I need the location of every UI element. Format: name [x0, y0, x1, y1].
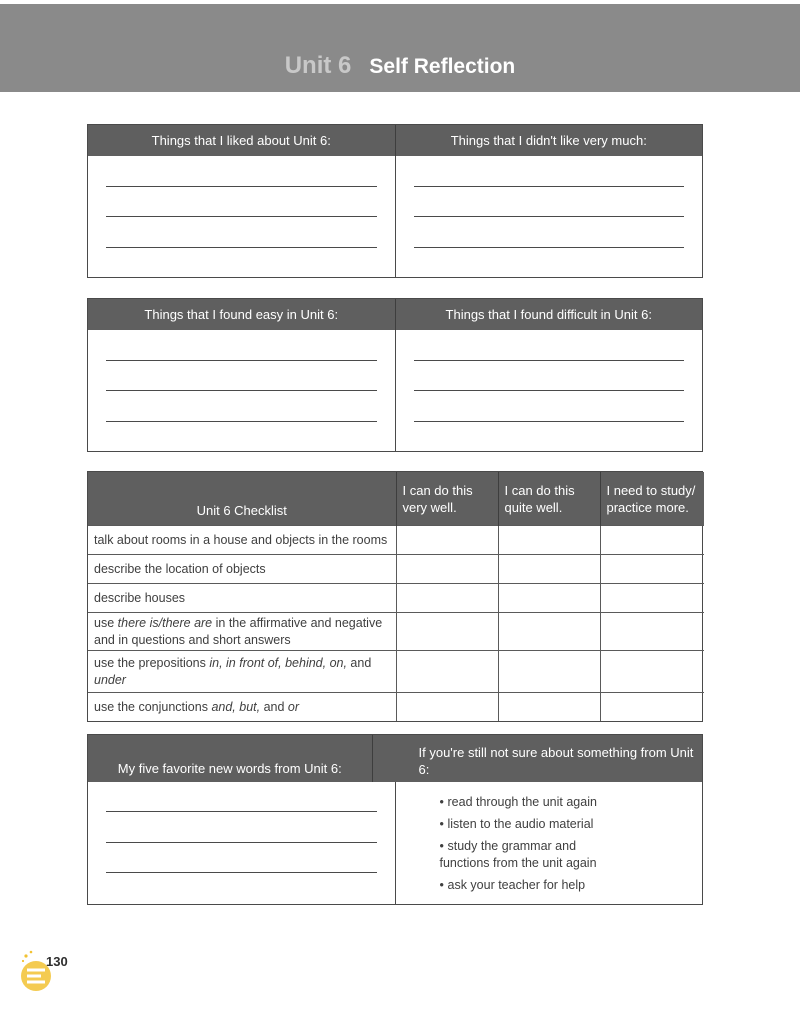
- column-very-well: I can do this very well.: [396, 472, 498, 526]
- answer-line[interactable]: [106, 390, 377, 391]
- page-title: Self Reflection: [369, 55, 516, 78]
- liked-heading: Things that I liked about Unit 6:: [151, 133, 331, 148]
- answer-line[interactable]: [414, 390, 685, 391]
- unit-label: Unit 6: [284, 52, 352, 79]
- table-row: [88, 693, 704, 722]
- answer-line[interactable]: [414, 186, 685, 187]
- study-tips-area: [395, 782, 703, 904]
- tip-text: ask your teacher for help: [447, 878, 586, 892]
- answer-line[interactable]: [106, 247, 377, 248]
- table-row: [88, 584, 704, 613]
- tip-text: study the grammar and functions from the unit again: [439, 839, 597, 870]
- check-cell[interactable]: [396, 651, 498, 693]
- check-cell[interactable]: [498, 555, 600, 584]
- disliked-heading: Things that I didn't like very much:: [395, 125, 703, 156]
- liked-disliked-header: [88, 125, 702, 156]
- check-cell[interactable]: [600, 651, 704, 693]
- list-item: • study the grammar and functions from the unit again: [439, 839, 597, 870]
- list-item: • ask your teacher for help: [439, 878, 586, 892]
- skill-label: use there is/there are in the affirmative and negative and in questions and short answers: [88, 613, 396, 651]
- table-row: [88, 526, 704, 555]
- table-row: [88, 613, 704, 651]
- check-cell[interactable]: [600, 555, 704, 584]
- favorite-words-box: [87, 734, 703, 905]
- check-cell[interactable]: [600, 526, 704, 555]
- check-cell[interactable]: [498, 613, 600, 651]
- column-quite-well: I can do this quite well.: [498, 472, 600, 526]
- skill-label: talk about rooms in a house and objects in the rooms: [88, 526, 396, 555]
- table-row: [88, 555, 704, 584]
- answer-line[interactable]: [414, 247, 685, 248]
- disliked-answer-area[interactable]: [395, 156, 703, 277]
- favorite-words-heading: My five favorite new words from Unit 6:: [117, 761, 342, 776]
- skill-label: use the prepositions in, in front of, behind, on, and under: [88, 651, 396, 693]
- check-cell[interactable]: [396, 584, 498, 613]
- check-cell[interactable]: [498, 693, 600, 722]
- answer-line[interactable]: [414, 216, 685, 217]
- answer-line[interactable]: [106, 811, 377, 812]
- not-sure-heading: If you're still not sure about something from Unit 6:: [372, 735, 703, 782]
- check-cell[interactable]: [396, 693, 498, 722]
- liked-disliked-box: [87, 124, 703, 278]
- answer-line[interactable]: [106, 842, 377, 843]
- check-cell[interactable]: [600, 693, 704, 722]
- easy-answer-area[interactable]: [88, 330, 395, 451]
- column-study-more: I need to study/ practice more.: [600, 472, 704, 526]
- easy-difficult-header: [88, 299, 702, 330]
- check-cell[interactable]: [396, 526, 498, 555]
- check-cell[interactable]: [498, 526, 600, 555]
- answer-line[interactable]: [106, 360, 377, 361]
- difficult-answer-area[interactable]: [395, 330, 703, 451]
- check-cell[interactable]: [396, 555, 498, 584]
- checklist-table: [88, 472, 704, 721]
- difficult-heading: Things that I found difficult in Unit 6:: [395, 299, 703, 330]
- title-banner: [0, 4, 800, 92]
- check-cell[interactable]: [498, 651, 600, 693]
- skill-label: use the conjunctions and, but, and or: [88, 693, 396, 722]
- answer-line[interactable]: [414, 360, 685, 361]
- easy-heading: Things that I found easy in Unit 6:: [144, 307, 339, 322]
- answer-line[interactable]: [106, 186, 377, 187]
- unit-checklist: [87, 471, 703, 722]
- skill-label: describe the location of objects: [88, 555, 396, 584]
- answer-line[interactable]: [106, 421, 377, 422]
- study-tips-list: [440, 794, 630, 899]
- checklist-title: Unit 6 Checklist: [88, 472, 396, 526]
- liked-answer-area[interactable]: [88, 156, 395, 277]
- answer-line[interactable]: [106, 216, 377, 217]
- tip-text: listen to the audio material: [447, 817, 594, 831]
- favorite-words-header: [88, 735, 702, 782]
- easy-difficult-box: [87, 298, 703, 452]
- answer-line[interactable]: [414, 421, 685, 422]
- favorite-words-area[interactable]: [88, 782, 395, 904]
- skill-label: describe houses: [88, 584, 396, 613]
- page-number: 130: [46, 954, 68, 969]
- table-row: [88, 651, 704, 693]
- answer-line[interactable]: [106, 872, 377, 873]
- check-cell[interactable]: [396, 613, 498, 651]
- tip-text: read through the unit again: [447, 795, 597, 809]
- check-cell[interactable]: [600, 613, 704, 651]
- list-item: • read through the unit again: [439, 795, 597, 809]
- list-item: • listen to the audio material: [439, 817, 594, 831]
- check-cell[interactable]: [600, 584, 704, 613]
- check-cell[interactable]: [498, 584, 600, 613]
- banner-title: [0, 52, 800, 80]
